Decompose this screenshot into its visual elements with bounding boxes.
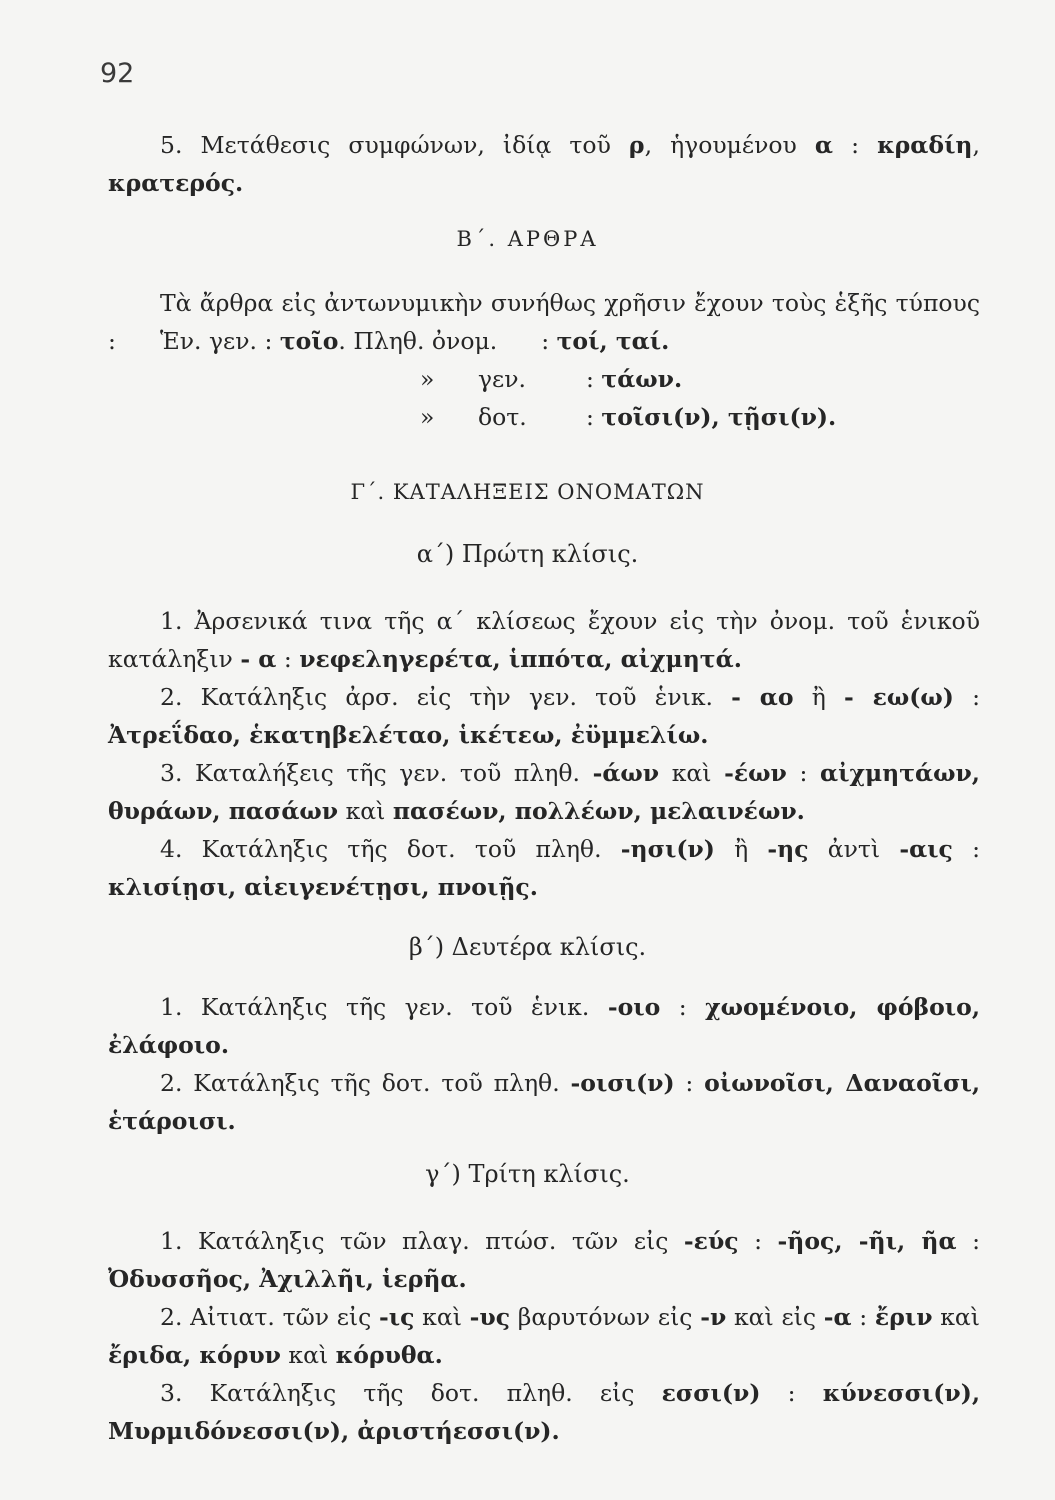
g2-b2: -υς xyxy=(469,1303,511,1331)
a4-b2: -ης xyxy=(767,835,809,863)
a4-t2: ἢ xyxy=(714,835,768,863)
a3-t2: καὶ xyxy=(659,759,725,787)
a1-b1: - α xyxy=(240,645,277,673)
row1-e: τοί, ταί. xyxy=(556,327,670,355)
a3-t1: 3. Καταλήξεις τῆς γεν. τοῦ πληθ. xyxy=(160,759,593,787)
g2-b3: -ν xyxy=(700,1303,727,1331)
g1-b1: -εύς xyxy=(683,1227,739,1255)
row2-a: » xyxy=(420,365,435,393)
beta-1 xyxy=(108,988,980,1064)
gamma-subtitle: γ΄) Τρίτη κλίσις. xyxy=(425,1160,630,1188)
b1-t2: : xyxy=(660,993,706,1021)
a3-b2: -έων xyxy=(724,759,787,787)
a4-t4: : xyxy=(952,835,981,863)
g3-t1: 3. Κατάληξις τῆς δοτ. πληθ. εἰς xyxy=(160,1379,662,1407)
beta-subtitle: β΄) Δευτέρα κλίσις. xyxy=(408,933,647,961)
gamma-2 xyxy=(108,1298,980,1374)
p5-ex1: κραδίη xyxy=(877,131,973,159)
row3-a: » xyxy=(420,403,435,431)
g2-t7: καὶ xyxy=(280,1341,336,1369)
g2-b7: κόρυθα. xyxy=(335,1341,443,1369)
g3-b2: κύνεσσι(ν), Μυρμιδόνεσσι(ν), ἀριστήεσσι(ν). xyxy=(108,1379,980,1445)
section-c-heading: Γ΄. ΚΑΤΑΛΗΞΕΙΣ ΟΝΟΜΑΤΩΝ xyxy=(350,480,705,504)
g2-t6: καὶ xyxy=(932,1303,981,1331)
gamma-1 xyxy=(108,1222,980,1298)
p5-ex2: κρατερός. xyxy=(108,169,244,197)
b2-b1: -οισι(ν) xyxy=(570,1069,675,1097)
g1-b3: Ὀδυσσῆος, Ἀχιλλῆι, ἱερῆα. xyxy=(108,1265,467,1293)
g2-t4: καὶ εἰς xyxy=(726,1303,824,1331)
article-row-2 xyxy=(420,360,682,398)
g3-b1: εσσι(ν) xyxy=(661,1379,761,1407)
g2-b5: ἔριν xyxy=(874,1303,933,1331)
g1-t3: : xyxy=(956,1227,980,1255)
a3-b3: αἰχμητάων, θυράων, πασάων xyxy=(108,759,980,825)
g2-t2: καὶ xyxy=(414,1303,470,1331)
a4-b3: -αις xyxy=(899,835,953,863)
a2-t3: : xyxy=(953,683,980,711)
a1-t2: : xyxy=(276,645,300,673)
beta-2 xyxy=(108,1064,980,1140)
gamma-3 xyxy=(108,1374,980,1450)
p5-rho: ρ xyxy=(628,131,645,159)
p5-text: Μετάθεσις συμφώνων, ἰδίᾳ τοῦ xyxy=(200,131,629,159)
g1-b2: -ῆος, -ῆι, ῆα xyxy=(777,1227,957,1255)
row2-b: γεν. xyxy=(478,365,526,393)
article-row-1 xyxy=(160,322,669,360)
p5-mid: , ἡγουμένου xyxy=(644,131,815,159)
row1-b: τοῖο xyxy=(279,327,339,355)
alpha-4 xyxy=(108,830,980,906)
row1-d: : xyxy=(541,327,557,355)
g2-b4: -α xyxy=(823,1303,852,1331)
a3-b1: -άων xyxy=(592,759,660,787)
g2-b6: ἔριδα, κόρυν xyxy=(108,1341,281,1369)
a2-t1: 2. Κατάληξις ἀρσ. εἰς τὴν γεν. τοῦ ἑνικ. xyxy=(160,683,732,711)
a2-b2: - εω(ω) xyxy=(843,683,954,711)
alpha-subtitle: α΄) Πρώτη κλίσις. xyxy=(416,540,639,568)
p5-alpha: α xyxy=(814,131,833,159)
p5-num: 5. xyxy=(160,131,183,159)
page-number: 92 xyxy=(100,58,135,89)
alpha-2 xyxy=(108,678,980,754)
b2-t2: : xyxy=(674,1069,705,1097)
g2-b1: -ις xyxy=(379,1303,415,1331)
a4-b1: -ησι(ν) xyxy=(620,835,715,863)
row3-d: τοῖσι(ν), τῇσι(ν). xyxy=(601,403,837,431)
section-b-heading: Β΄. ΑΡΘΡΑ xyxy=(456,227,599,251)
p5-comma: , xyxy=(972,131,981,159)
paragraph-5 xyxy=(108,126,980,202)
p5-colon: : xyxy=(833,131,878,159)
a3-b4: πασέων, πολλέων, μελαινέων. xyxy=(392,797,805,825)
g2-t1: 2. Αἰτιατ. τῶν εἰς xyxy=(160,1303,380,1331)
b1-t1: 1. Κατάληξις τῆς γεν. τοῦ ἑνικ. xyxy=(160,993,608,1021)
row3-c: : xyxy=(586,403,602,431)
a4-b4: κλισίῃσι, αἰειγενέτῃσι, πνοιῇς. xyxy=(108,873,538,901)
article-row-3 xyxy=(420,398,836,436)
a2-b3: Ἀτρεΐδαο, ἑκατηβελέταο, ἱκέτεω, ἐϋμμελίω. xyxy=(108,721,709,749)
g1-t1: 1. Κατάληξις τῶν πλαγ. πτώσ. τῶν εἰς xyxy=(160,1227,684,1255)
row2-d: τάων. xyxy=(601,365,683,393)
a4-t1: 4. Κατάληξις τῆς δοτ. τοῦ πληθ. xyxy=(160,835,621,863)
beta-block xyxy=(108,988,980,1140)
a3-t4: καὶ xyxy=(338,797,393,825)
a2-b1: - αο xyxy=(731,683,794,711)
alpha-3 xyxy=(108,754,980,830)
row1-c: . Πληθ. ὀνομ. xyxy=(338,327,498,355)
alpha-1 xyxy=(108,602,980,678)
a3-t3: : xyxy=(786,759,821,787)
g3-t2: : xyxy=(760,1379,823,1407)
b1-b2: χωομένοιο, φόβοιο, ἐλάφοιο. xyxy=(108,993,981,1059)
a1-b2: νεφεληγερέτα, ἱππότα, αἰχμητά. xyxy=(299,645,742,673)
b1-b1: -οιο xyxy=(607,993,661,1021)
a4-t3: ἀντὶ xyxy=(808,835,900,863)
g1-t2: : xyxy=(738,1227,778,1255)
b2-b2: οἰωνοῖσι, Δαναοῖσι, ἑτάροισι. xyxy=(108,1069,981,1135)
row1-a: Ἑν. γεν. : xyxy=(160,327,280,355)
g2-t3: βαρυτόνων εἰς xyxy=(510,1303,701,1331)
row2-c: : xyxy=(586,365,602,393)
section-b-intro: Τὰ ἄρθρα εἰς ἀντωνυμικὴν συνήθως χρῆσιν ἔχουν τοὺς ἑξῆς τύπους : xyxy=(108,289,980,355)
a2-t2: ἢ xyxy=(793,683,844,711)
gamma-block xyxy=(108,1222,980,1450)
alpha-block xyxy=(108,602,980,906)
row3-b: δοτ. xyxy=(478,403,527,431)
a1-t1: 1. Ἀρσενικά τινα τῆς α΄ κλίσεως ἔχουν εἰς τὴν ὀνομ. τοῦ ἑνικοῦ κατάληξιν xyxy=(108,607,980,673)
b2-t1: 2. Κατάληξις τῆς δοτ. τοῦ πληθ. xyxy=(160,1069,571,1097)
g2-t5: : xyxy=(851,1303,875,1331)
